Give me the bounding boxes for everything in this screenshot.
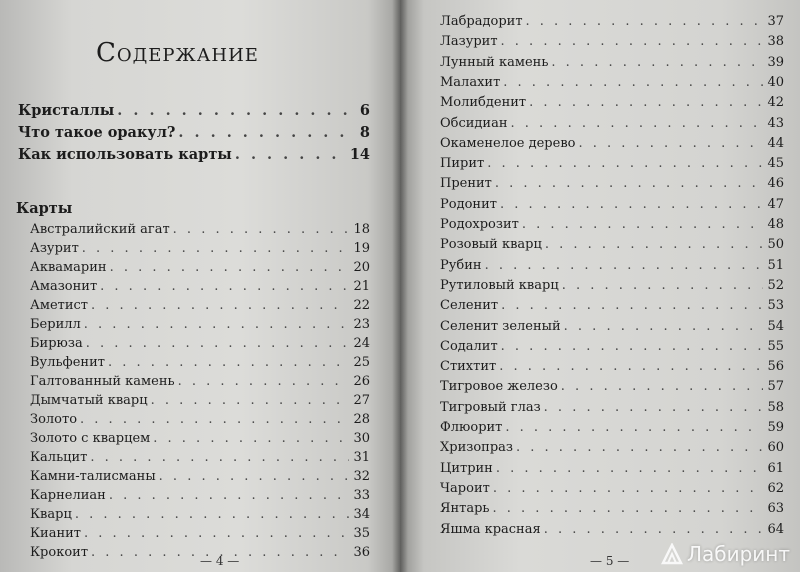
entry-title: Аквамарин bbox=[30, 260, 107, 275]
entry-title: Молибденит bbox=[440, 95, 527, 111]
leader-dots bbox=[178, 124, 349, 141]
entry-page: 8 bbox=[359, 124, 370, 141]
entry-title: Аметист bbox=[30, 298, 88, 313]
entry-page: 38 bbox=[767, 34, 784, 50]
entry-title: Окаменелое дерево bbox=[440, 135, 576, 151]
toc-entry bbox=[440, 440, 784, 455]
leader-dots bbox=[84, 317, 349, 332]
toc-entry bbox=[30, 526, 370, 541]
entry-title: Содалит bbox=[440, 338, 498, 354]
entry-title: Золото bbox=[30, 412, 78, 427]
entry-title: Обсидиан bbox=[440, 115, 508, 131]
entry-page: 61 bbox=[767, 460, 784, 476]
toc-entry bbox=[30, 336, 370, 351]
toc-entry bbox=[440, 176, 784, 191]
leader-dots bbox=[545, 237, 763, 252]
entry-page: 33 bbox=[353, 488, 370, 503]
leader-dots bbox=[501, 298, 763, 313]
entry-title: Пирит bbox=[440, 156, 485, 172]
toc-entry bbox=[440, 55, 784, 70]
entry-page: 25 bbox=[353, 355, 370, 370]
entry-title: Янтарь bbox=[440, 501, 490, 517]
toc-entry bbox=[30, 469, 370, 484]
contents-heading: Содержание bbox=[96, 38, 259, 68]
toc-entry bbox=[30, 450, 370, 465]
leader-dots bbox=[91, 298, 349, 313]
entry-page: 39 bbox=[767, 54, 784, 70]
entry-title: Лазурит bbox=[440, 34, 498, 50]
toc-entry bbox=[440, 278, 784, 293]
entry-page: 35 bbox=[353, 526, 370, 541]
entry-page: 57 bbox=[767, 379, 784, 395]
entry-title: Флюорит bbox=[440, 420, 503, 435]
entry-title: Малахит bbox=[440, 74, 501, 90]
entry-title: Лунный камень bbox=[440, 54, 549, 70]
leader-dots bbox=[501, 339, 763, 354]
entry-title: Рубин bbox=[440, 257, 482, 273]
toc-major-entry bbox=[18, 124, 370, 141]
toc-entry bbox=[440, 522, 784, 537]
entry-title: Родонит bbox=[440, 196, 497, 212]
leader-dots bbox=[505, 420, 763, 435]
toc-entry bbox=[440, 420, 784, 435]
entry-title: Яшма красная bbox=[440, 521, 541, 537]
leader-dots bbox=[544, 400, 763, 415]
toc-entry bbox=[30, 241, 370, 256]
leader-dots bbox=[503, 75, 763, 90]
entry-page: 46 bbox=[767, 176, 784, 192]
entry-page: 55 bbox=[767, 338, 784, 354]
entry-page: 18 bbox=[353, 222, 370, 237]
leader-dots bbox=[561, 379, 763, 394]
entry-page: 20 bbox=[353, 260, 370, 275]
leader-dots bbox=[495, 176, 763, 191]
entry-title: Селенит bbox=[440, 298, 499, 314]
leader-dots bbox=[80, 412, 349, 427]
toc-entry bbox=[440, 217, 784, 232]
leader-dots bbox=[75, 507, 349, 522]
entry-page: 62 bbox=[767, 480, 784, 496]
leader-dots bbox=[516, 440, 763, 455]
toc-entry bbox=[30, 507, 370, 522]
leader-dots bbox=[100, 279, 349, 294]
entry-page: 19 bbox=[353, 241, 370, 256]
leader-dots bbox=[501, 34, 763, 49]
toc-entry bbox=[30, 279, 370, 294]
leader-dots bbox=[110, 260, 349, 275]
entry-title: Тигровый глаз bbox=[440, 399, 541, 415]
toc-entry bbox=[440, 258, 784, 273]
leader-dots bbox=[496, 461, 763, 476]
entry-title: Камни-талисманы bbox=[30, 469, 156, 484]
toc-entry bbox=[440, 298, 784, 313]
toc-entry bbox=[440, 339, 784, 354]
leader-dots bbox=[544, 522, 763, 537]
leader-dots bbox=[109, 488, 349, 503]
toc-entry bbox=[30, 260, 370, 275]
entry-title: Крокоит bbox=[30, 545, 89, 560]
entry-page: 58 bbox=[767, 399, 784, 415]
toc-entry bbox=[440, 319, 784, 334]
toc-entry bbox=[30, 431, 370, 446]
toc-entry bbox=[30, 393, 370, 408]
leader-dots bbox=[564, 319, 763, 334]
section-title: Карты bbox=[16, 200, 73, 217]
entry-title: Пренит bbox=[440, 176, 492, 192]
entry-page: 43 bbox=[767, 115, 784, 131]
entry-page: 56 bbox=[767, 359, 784, 375]
toc-entry bbox=[440, 501, 784, 516]
entry-page: 6 bbox=[359, 102, 370, 119]
entry-title: Рутиловый кварц bbox=[440, 277, 559, 293]
leader-dots bbox=[151, 393, 349, 408]
toc-entry bbox=[30, 355, 370, 370]
leader-dots bbox=[551, 55, 763, 70]
entry-page: 26 bbox=[353, 374, 370, 389]
toc-entry bbox=[30, 412, 370, 427]
entry-title: Хризопраз bbox=[440, 440, 513, 456]
entry-page: 53 bbox=[767, 298, 784, 314]
entry-page: 23 bbox=[353, 317, 370, 332]
entry-title: Бирюза bbox=[30, 336, 83, 351]
toc-major-entry bbox=[18, 146, 370, 163]
entry-page: 34 bbox=[353, 507, 370, 522]
entry-page: 50 bbox=[767, 237, 784, 253]
entry-page: 44 bbox=[767, 135, 784, 151]
entry-page: 52 bbox=[767, 277, 784, 293]
entry-page: 24 bbox=[353, 336, 370, 351]
entry-page: 42 bbox=[767, 95, 784, 111]
entry-title: Вульфенит bbox=[30, 355, 105, 370]
entry-page: 63 bbox=[767, 501, 784, 517]
book-gutter bbox=[392, 0, 408, 572]
leader-dots bbox=[84, 526, 349, 541]
entry-page: 47 bbox=[767, 196, 784, 212]
leader-dots bbox=[86, 336, 349, 351]
entry-title: Кварц bbox=[30, 507, 72, 522]
entry-page: 30 bbox=[353, 431, 370, 446]
entry-page: 21 bbox=[353, 279, 370, 294]
entry-title: Розовый кварц bbox=[440, 237, 542, 253]
leader-dots bbox=[522, 217, 763, 232]
toc-entry bbox=[440, 461, 784, 476]
leader-dots bbox=[578, 136, 763, 151]
leader-dots bbox=[108, 355, 349, 370]
toc-entry bbox=[30, 374, 370, 389]
entry-page: 22 bbox=[353, 298, 370, 313]
entry-page: 14 bbox=[349, 146, 370, 163]
entry-title: Тигровое железо bbox=[440, 379, 558, 395]
page-number: — 5 — bbox=[590, 554, 630, 568]
entry-page: 54 bbox=[767, 318, 784, 334]
toc-entry bbox=[440, 197, 784, 212]
leader-dots bbox=[529, 95, 763, 110]
leader-dots bbox=[493, 481, 763, 496]
entry-title: Лабрадорит bbox=[440, 14, 523, 29]
leader-dots bbox=[487, 156, 763, 171]
entry-page: 37 bbox=[767, 14, 784, 29]
entry-title: Кальцит bbox=[30, 450, 88, 465]
toc-major-entry bbox=[18, 102, 370, 119]
leader-dots bbox=[178, 374, 349, 389]
toc-entry bbox=[440, 237, 784, 252]
labyrinth-logo-icon bbox=[661, 543, 683, 565]
leader-dots bbox=[90, 450, 349, 465]
entry-title: Селенит зеленый bbox=[440, 318, 561, 334]
entry-title: Амазонит bbox=[30, 279, 98, 294]
toc-entry bbox=[30, 222, 370, 237]
entry-title: Карнелиан bbox=[30, 488, 106, 503]
leader-dots bbox=[562, 278, 763, 293]
entry-title: Как использовать карты bbox=[18, 146, 232, 163]
entry-page: 40 bbox=[767, 74, 784, 90]
leader-dots bbox=[235, 146, 347, 163]
page-number: — 4 — bbox=[200, 554, 240, 568]
leader-dots bbox=[500, 197, 763, 212]
toc-entry bbox=[30, 298, 370, 313]
entry-title: Дымчатый кварц bbox=[30, 393, 148, 408]
toc-entry bbox=[440, 116, 784, 131]
entry-title: Стихтит bbox=[440, 359, 497, 375]
watermark bbox=[661, 542, 790, 566]
entry-title: Галтованный камень bbox=[30, 374, 175, 389]
leader-dots bbox=[493, 501, 763, 516]
entry-page: 48 bbox=[767, 217, 784, 232]
entry-page: 36 bbox=[353, 545, 370, 560]
toc-entry bbox=[440, 136, 784, 151]
entry-title: Кианит bbox=[30, 526, 81, 541]
entry-page: 31 bbox=[353, 450, 370, 465]
entry-page: 51 bbox=[767, 257, 784, 273]
leader-dots bbox=[159, 469, 349, 484]
entry-title: Азурит bbox=[30, 241, 79, 256]
entry-page: 28 bbox=[353, 412, 370, 427]
entry-page: 45 bbox=[767, 156, 784, 172]
entry-title: Чароит bbox=[440, 480, 490, 496]
leader-dots bbox=[526, 14, 763, 29]
entry-page: 59 bbox=[767, 420, 784, 435]
entry-title: Что такое оракул? bbox=[18, 124, 176, 141]
leader-dots bbox=[511, 116, 763, 131]
entry-title: Золото с кварцем bbox=[30, 431, 151, 446]
toc-entry bbox=[440, 156, 784, 171]
entry-page: 32 bbox=[353, 469, 370, 484]
toc-entry bbox=[440, 75, 784, 90]
toc-entry bbox=[440, 14, 784, 29]
toc-entry bbox=[440, 95, 784, 110]
leader-dots bbox=[499, 359, 763, 374]
leader-dots bbox=[173, 222, 349, 237]
entry-title: Родохрозит bbox=[440, 217, 519, 232]
toc-entry bbox=[440, 34, 784, 49]
watermark-text: Лабиринт bbox=[686, 542, 790, 566]
toc-entry bbox=[30, 317, 370, 332]
leader-dots bbox=[82, 241, 349, 256]
entry-title: Кристаллы bbox=[18, 102, 115, 119]
leader-dots bbox=[117, 102, 349, 119]
right-page bbox=[400, 0, 800, 572]
toc-entry bbox=[440, 481, 784, 496]
toc-entry bbox=[440, 359, 784, 374]
toc-entry bbox=[30, 488, 370, 503]
leader-dots bbox=[153, 431, 349, 446]
toc-entry bbox=[440, 379, 784, 394]
entry-title: Берилл bbox=[30, 317, 81, 332]
entry-page: 60 bbox=[767, 440, 784, 456]
entry-title: Австралийский агат bbox=[30, 222, 170, 237]
leader-dots bbox=[485, 258, 763, 273]
toc-entry bbox=[440, 400, 784, 415]
entry-page: 27 bbox=[353, 393, 370, 408]
entry-page: 64 bbox=[767, 521, 784, 537]
entry-title: Цитрин bbox=[440, 460, 493, 476]
